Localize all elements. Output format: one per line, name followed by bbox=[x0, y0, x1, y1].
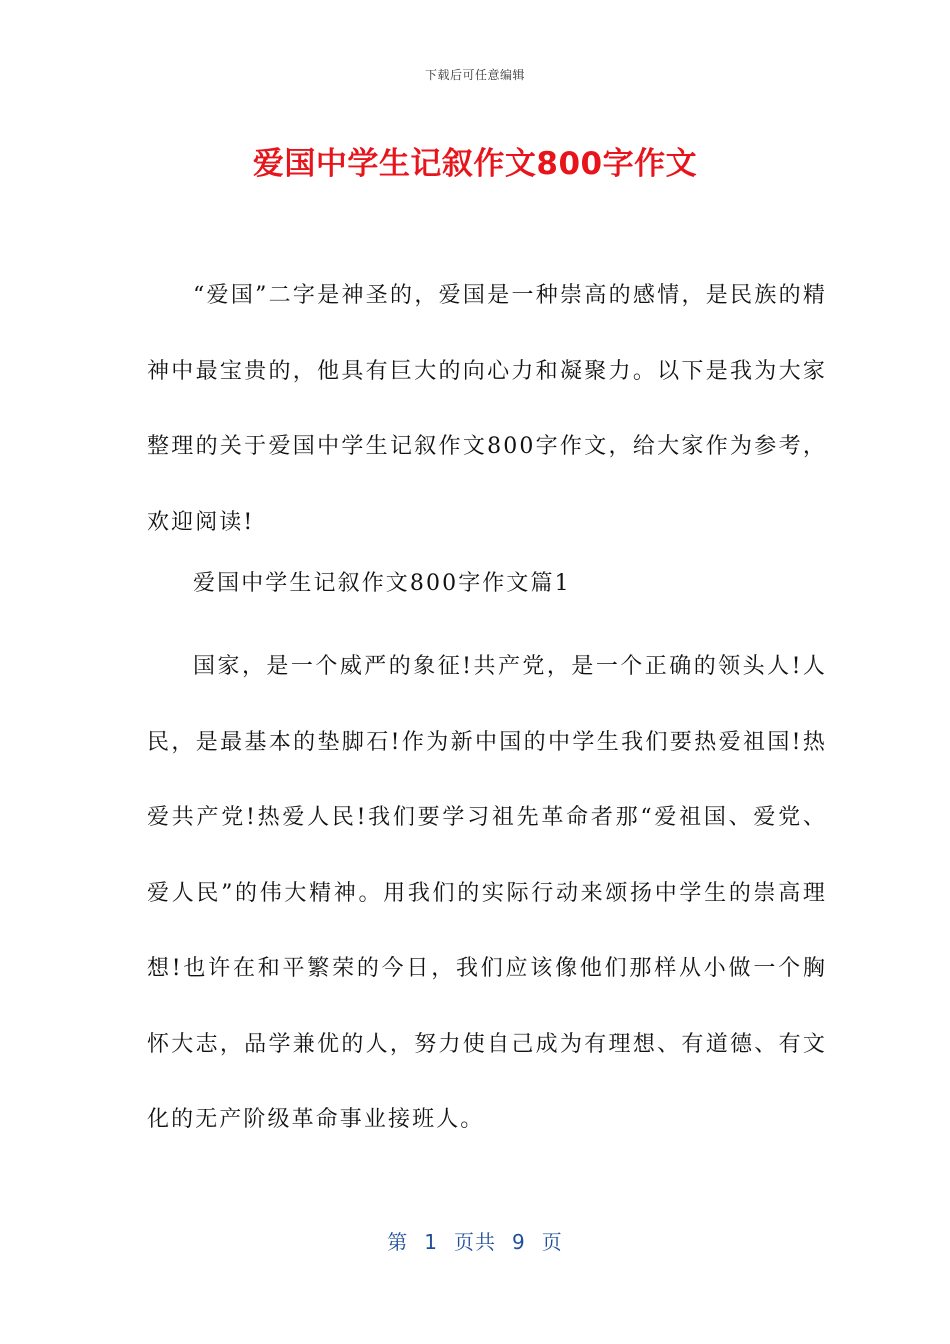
current-page-number: 1 bbox=[424, 1230, 438, 1254]
page-middle: 页共 bbox=[454, 1230, 496, 1254]
paragraph-text: “爱国”二字是神圣的，爱国是一种崇高的感情，是民族的精神中最宝贵的，他具有巨大的向心力和凝聚力。以下是我为大家整理的关于爱国中学生记叙作文800字作文，给大家作为参考，欢迎阅读! bbox=[147, 283, 827, 535]
paragraph-essay-1 bbox=[147, 629, 827, 1158]
total-pages-number: 9 bbox=[512, 1230, 526, 1254]
paragraph-text: 国家，是一个威严的象征!共产党，是一个正确的领头人!人民，是最基本的垫脚石!作为新中国的中学生我们要热爱祖国!热爱共产党!热爱人民!我们要学习祖先革命者那“爱祖国、爱党、爱人民”的伟大精神。用我们的实际行动来颂扬中学生的崇高理想!也许在和平繁荣的今日，我们应该像他们那样从小做一个胸怀大志，品学兼优的人，努力使自己成为有理想、有道德、有文化的无产阶级革命事业接班人。 bbox=[147, 654, 827, 1132]
header-note: 下载后可任意编辑 bbox=[424, 68, 525, 82]
page-prefix: 第 bbox=[387, 1230, 409, 1254]
paragraph-intro bbox=[147, 258, 827, 560]
page-suffix: 页 bbox=[541, 1230, 563, 1254]
page-number-footer bbox=[0, 1226, 950, 1255]
section-heading-text: 爱国中学生记叙作文800字作文篇1 bbox=[193, 571, 571, 596]
document-title: 爱国中学生记叙作文800字作文 bbox=[252, 146, 698, 182]
paragraph-section-heading bbox=[147, 546, 827, 622]
